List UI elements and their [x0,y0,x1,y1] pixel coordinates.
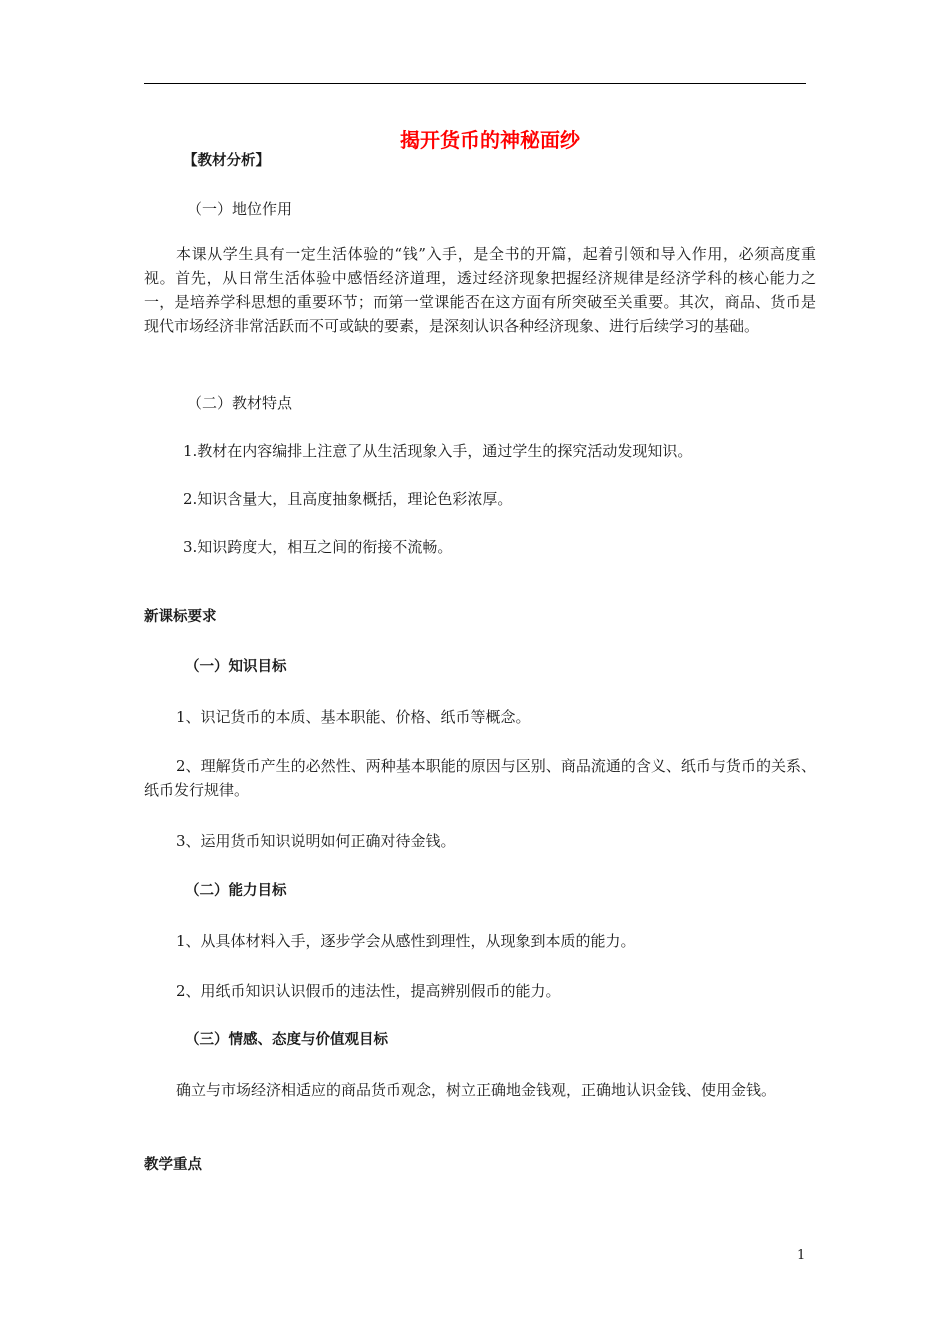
page-number: 1 [797,1248,806,1263]
knowledge-item: 3、运用货币知识说明如何正确对待金钱。 [176,832,456,850]
subheading-emotion-goals: （三）情感、态度与价值观目标 [185,1032,388,1048]
knowledge-item: 1、识记货币的本质、基本职能、价格、纸币等概念。 [176,708,531,726]
section-heading-curriculum: 新课标要求 [144,609,217,625]
knowledge-item: 2、理解货币产生的必然性、两种基本职能的原因与区别、商品流通的含义、纸币与货币的关系、纸币发行规律。 [144,757,816,799]
feature-item: 3.知识跨度大，相互之间的衔接不流畅。 [183,538,453,556]
paragraph-emotion: 确立与市场经济相适应的商品货币观念，树立正确地金钱观，正确地认识金钱、使用金钱。 [176,1081,777,1099]
subheading-position: （一）地位作用 [187,200,293,218]
document-title: 揭开货币的神秘面纱 [400,128,580,152]
ability-item: 2、用纸币知识认识假币的违法性，提高辨别假币的能力。 [176,982,561,1000]
subheading-ability-goals: （二）能力目标 [185,883,287,899]
header-rule [144,83,806,84]
section-heading-key-points: 教学重点 [144,1157,202,1173]
subheading-features: （二）教材特点 [187,394,293,412]
paragraph-position: 本课从学生具有一定生活体验的“钱”入手，是全书的开篇，起着引领和导入作用，必须高度重视。首先，从日常生活体验中感悟经济道理，透过经济现象把握经济规律是经济学科的核心能力之一，是培养学科思想的重要环节；而第一堂课能否在这方面有所突破至关重要。其次，商品、货币是现代市场经济非常活跃而不可或缺的要素，是深刻认识各种经济现象、进行后续学习的基础。 [144,245,816,335]
feature-item: 2.知识含量大，且高度抽象概括，理论色彩浓厚。 [183,490,513,508]
section-heading-textbook-analysis: 【教材分析】 [183,153,270,169]
ability-item: 1、从具体材料入手，逐步学会从感性到理性，从现象到本质的能力。 [176,932,636,950]
feature-item: 1.教材在内容编排上注意了从生活现象入手，通过学生的探究活动发现知识。 [183,442,693,460]
subheading-knowledge-goals: （一）知识目标 [185,659,287,675]
